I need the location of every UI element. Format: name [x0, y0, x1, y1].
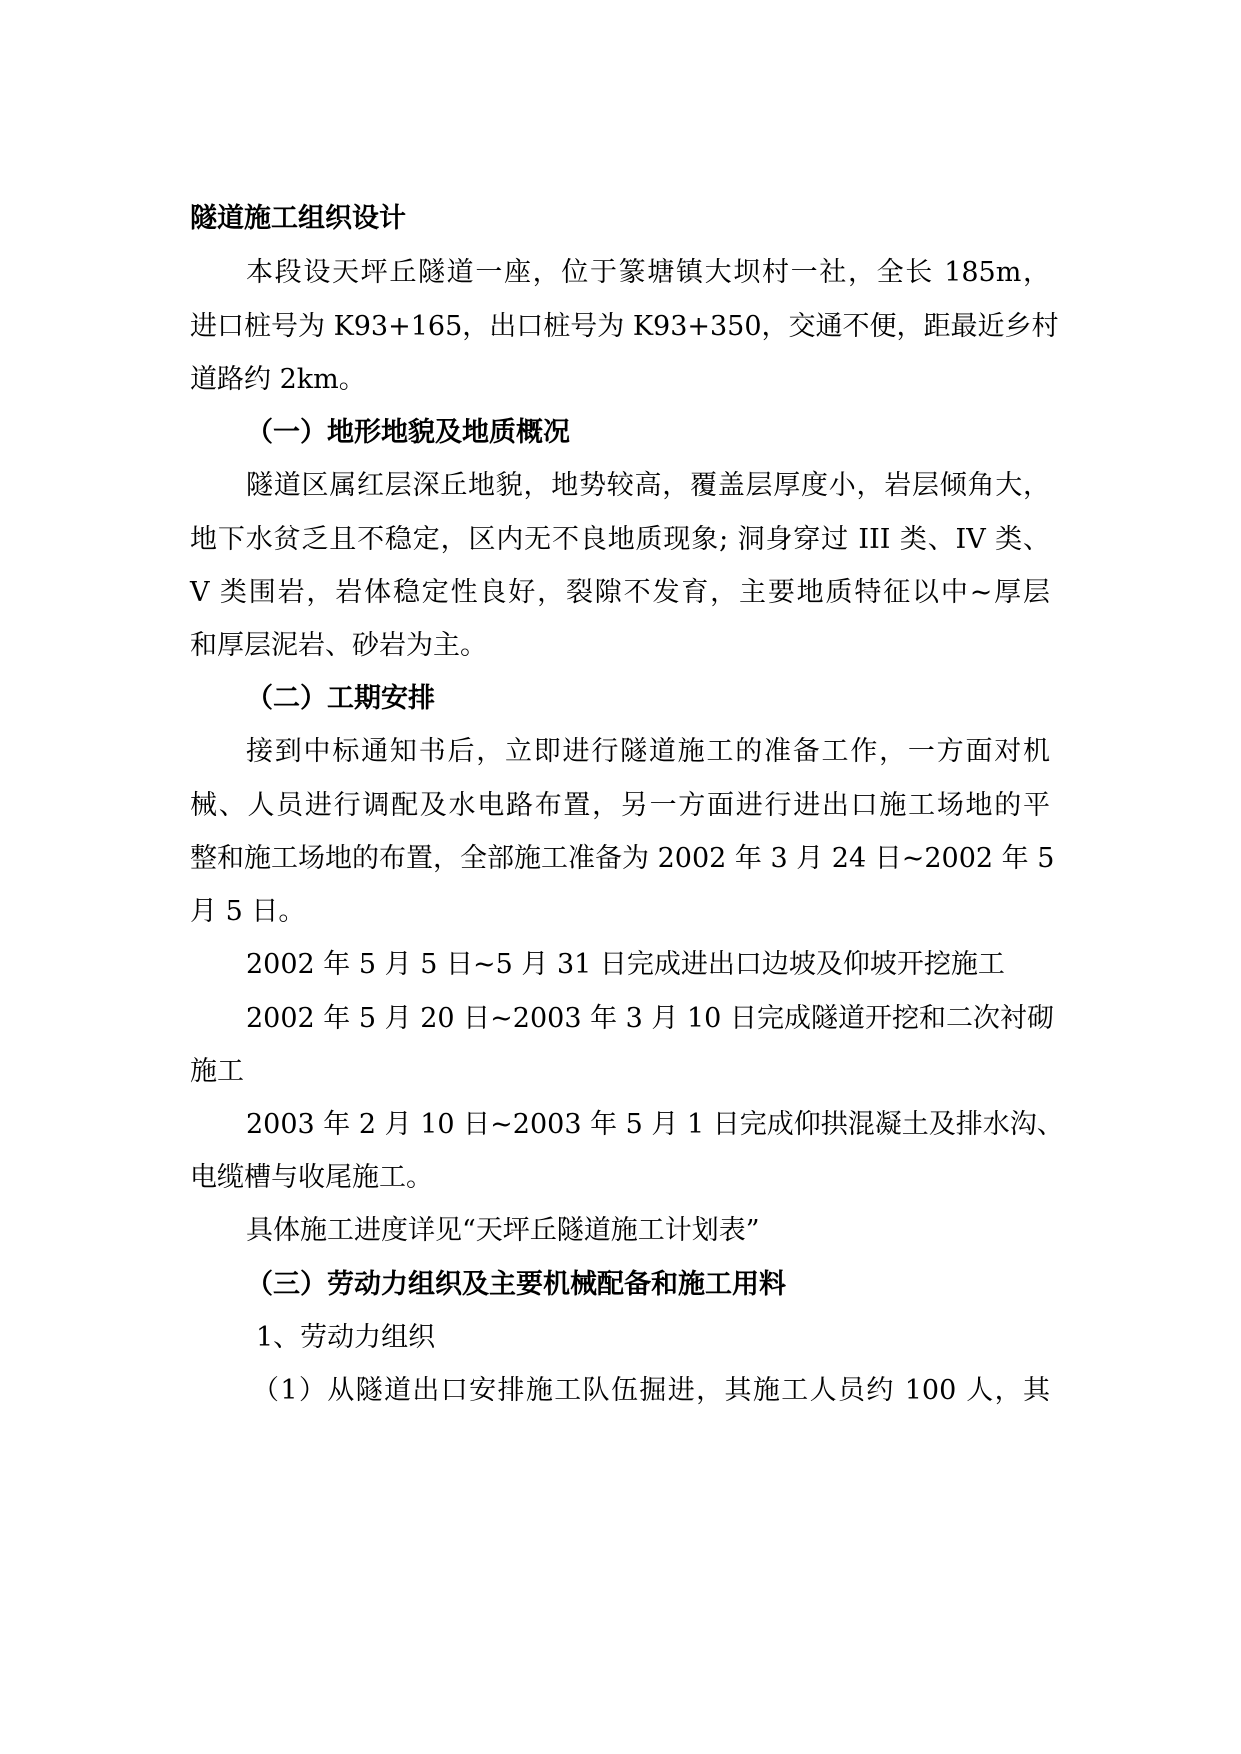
schedule-3-line-1: 2003 年 2 月 10 日~2003 年 5 月 1 日完成仰拱混凝土及排水沟、: [246, 1109, 1064, 1140]
section1-line-2: 地下水贫乏且不稳定，区内无不良地质现象; 洞身穿过 III 类、IV 类、: [190, 524, 1050, 555]
intro-line-3: 道路约 2km。: [190, 364, 366, 395]
section2-line-3: 整和施工场地的布置，全部施工准备为 2002 年 3 月 24 日~2002 年 5: [190, 843, 1055, 874]
section1-line-4: 和厚层泥岩、砂岩为主。: [190, 630, 487, 661]
schedule-note: 具体施工进度详见“天坪丘隧道施工计划表”: [246, 1215, 760, 1246]
section3-sub1: 1、劳动力组织: [256, 1322, 436, 1353]
section1-line-1: 隧道区属红层深丘地貌，地势较高，覆盖层厚度小，岩层倾角大，: [246, 470, 1050, 501]
section1-heading: （一）地形地貌及地质概况: [246, 417, 570, 448]
section3-heading: （三）劳动力组织及主要机械配备和施工用料: [246, 1269, 786, 1300]
intro-line-2: 进口桩号为 K93+165，出口桩号为 K93+350，交通不便，距最近乡村: [190, 311, 1059, 342]
section1-line-3: V 类围岩，岩体稳定性良好，裂隙不发育，主要地质特征以中~厚层: [190, 577, 1050, 608]
intro-line-1: 本段设天坪丘隧道一座，位于篆塘镇大坝村一社，全长 185m，: [246, 257, 1050, 288]
schedule-3-line-2: 电缆槽与收尾施工。: [190, 1162, 433, 1193]
section3-item1: （1）从隧道出口安排施工队伍掘进，其施工人员约 100 人，其: [252, 1375, 1050, 1406]
schedule-2-line-2: 施工: [190, 1056, 244, 1087]
section2-heading: （二）工期安排: [246, 683, 435, 714]
schedule-2-line-1: 2002 年 5 月 20 日~2003 年 3 月 10 日完成隧道开挖和二次衬砌: [246, 1003, 1054, 1034]
section2-line-1: 接到中标通知书后，立即进行隧道施工的准备工作，一方面对机: [246, 736, 1050, 767]
schedule-1: 2002 年 5 月 5 日~5 月 31 日完成进出口边坡及仰坡开挖施工: [246, 949, 1005, 980]
document-title: 隧道施工组织设计: [190, 203, 406, 234]
section2-line-2: 械、人员进行调配及水电路布置，另一方面进行进出口施工场地的平: [190, 790, 1050, 821]
section2-line-4: 月 5 日。: [190, 896, 306, 927]
